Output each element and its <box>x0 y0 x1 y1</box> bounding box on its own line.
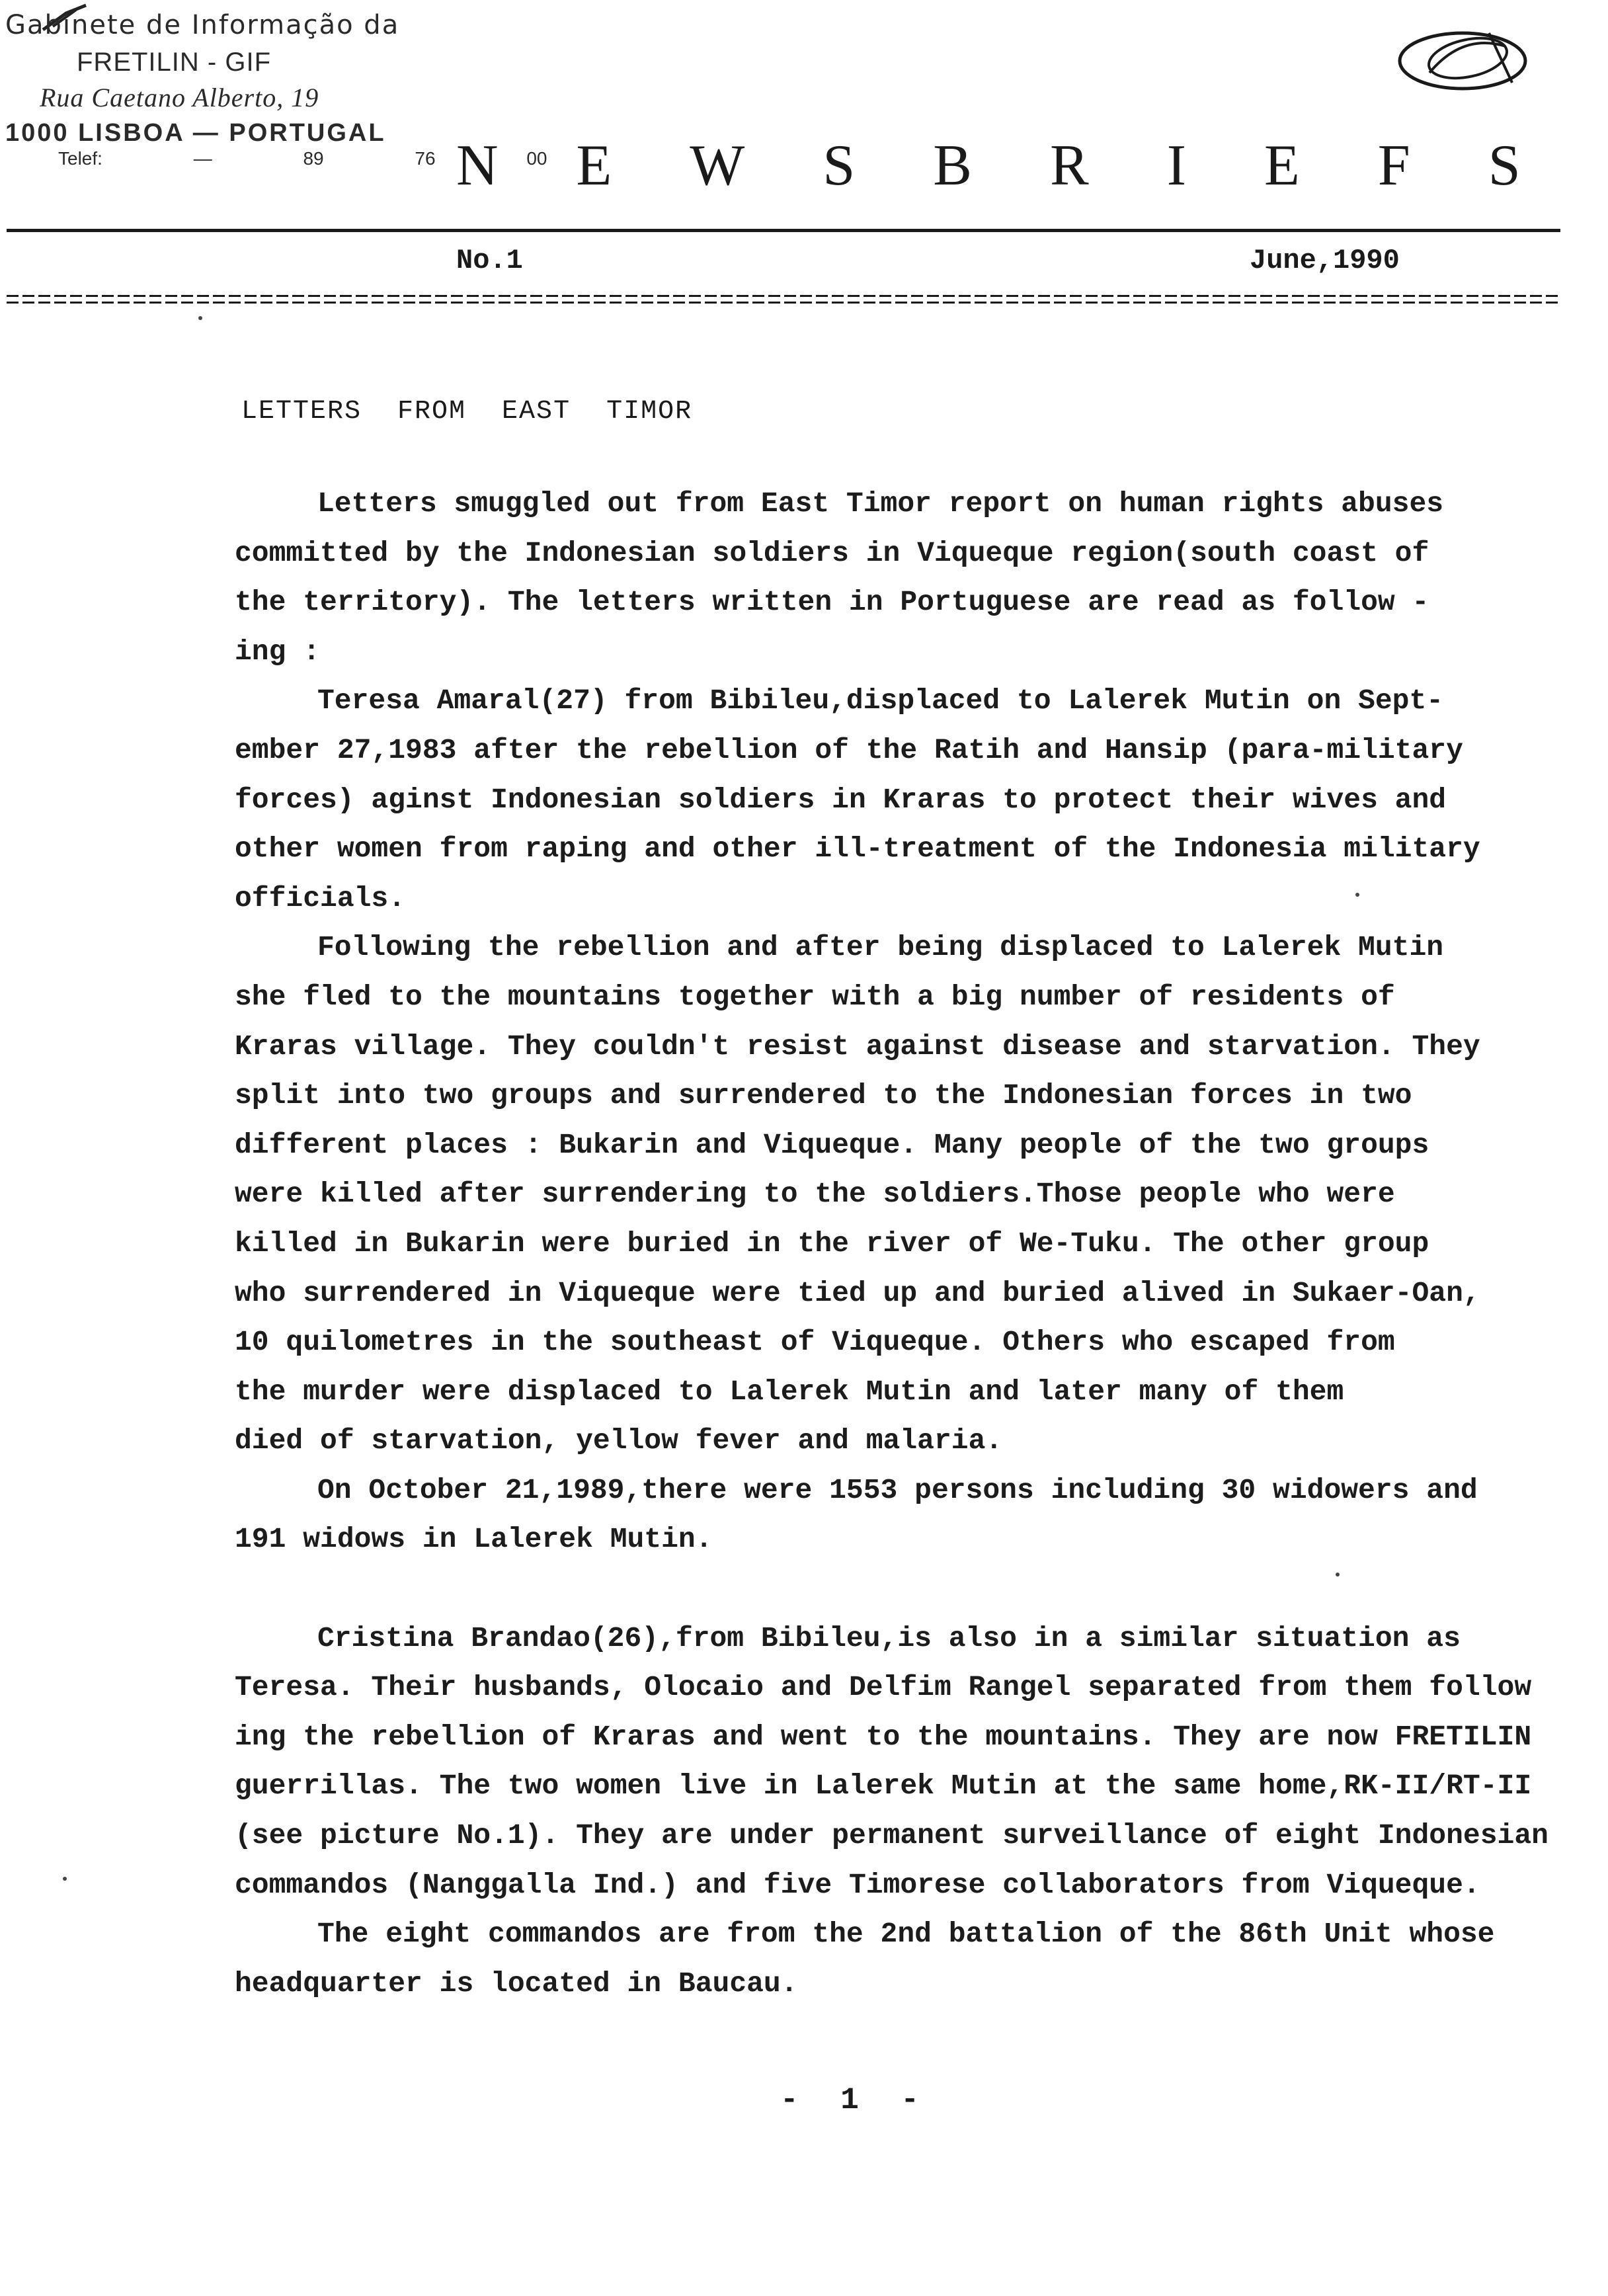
article-line: died of starvation, yellow fever and malaria. <box>235 1424 1003 1457</box>
article-line: guerrillas. The two women live in Lalerek Mutin at the same home,RK-II/RT-II <box>235 1770 1532 1803</box>
header-divider <box>7 229 1560 232</box>
signature-scribble-icon <box>1390 20 1535 106</box>
article-line: split into two groups and surrendered to the Indonesian forces in two <box>235 1079 1412 1112</box>
article-line: the murder were displaced to Lalerek Mutin and later many of them <box>235 1375 1344 1408</box>
article-line: forces) aginst Indonesian soldiers in Kraras to protect their wives and <box>235 783 1447 816</box>
article-body <box>235 479 1548 2008</box>
article-line: killed in Bukarin were buried in the river of We-Tuku. The other group <box>235 1227 1429 1260</box>
paper-speck <box>63 1877 67 1881</box>
article-line: she fled to the mountains together with a big number of residents of <box>235 980 1395 1013</box>
article-line: officials. <box>235 882 406 915</box>
stamp-line-street: Rua Caetano Alberto, 19 <box>40 83 319 112</box>
paper-speck <box>1336 1573 1340 1577</box>
article-heading: LETTERS FROM EAST TIMOR <box>241 397 693 427</box>
article-line: Teresa Amaral(27) from Bibileu,displaced to Lalerek Mutin on Sept- <box>317 684 1444 718</box>
stamp-line-phone: Telef: — 89 76 00 <box>58 148 547 169</box>
article-line: who surrendered in Viqueque were tied up and buried alived in Sukaer-Oan, <box>235 1276 1480 1309</box>
article-line: were killed after surrendering to the soldiers.Those people who were <box>235 1178 1395 1211</box>
paper-speck <box>198 316 202 320</box>
article-line: 10 quilometres in the southeast of Viqueque. Others who escaped from <box>235 1326 1395 1359</box>
stamp-line-city: 1000 LISBOA — PORTUGAL <box>5 119 386 147</box>
article-line: Teresa. Their husbands, Olocaio and Delfim Rangel separated from them follow <box>235 1671 1532 1704</box>
article-line: Letters smuggled out from East Timor report on human rights abuses <box>317 487 1444 520</box>
article-line: ing : <box>235 635 321 668</box>
article-line: The eight commandos are from the 2nd battalion of the 86th Unit whose <box>317 1918 1495 1951</box>
double-dashed-divider <box>7 295 1560 309</box>
article-line: On October 21,1989,there were 1553 persons including 30 widowers and <box>317 1473 1478 1506</box>
stamp-line-organisation: Gabinete de Informação da <box>5 10 400 40</box>
article-line: the territory). The letters written in Portuguese are read as follow - <box>235 586 1429 619</box>
article-line: Cristina Brandao(26),from Bibileu,is also in a similar situation as <box>317 1621 1461 1655</box>
article-line: different places : Bukarin and Viqueque. Many people of the two groups <box>235 1128 1429 1161</box>
article-line: Following the rebellion and after being displaced to Lalerek Mutin <box>317 931 1444 964</box>
newsletter-title: NEWSBRIEFS <box>456 134 1599 198</box>
stamp-line-acronym: FRETILIN - GIF <box>77 48 271 77</box>
article-line: ing the rebellion of Kraras and went to the mountains. They are now FRETILIN <box>235 1720 1532 1753</box>
article-line: commandos (Nanggalla Ind.) and five Timorese collaborators from Viqueque. <box>235 1868 1480 1901</box>
article-line: (see picture No.1). They are under permanent surveillance of eight Indonesian <box>235 1819 1548 1852</box>
address-stamp <box>5 10 547 169</box>
paragraph-gap <box>235 1565 1504 1614</box>
article-line: 191 widows in Lalerek Mutin. <box>235 1523 713 1556</box>
article-line: committed by the Indonesian soldiers in Viqueque region(south coast of <box>235 536 1429 569</box>
article-line: Kraras village. They couldn't resist against disease and starvation. They <box>235 1030 1480 1063</box>
issue-date: June,1990 <box>1250 245 1400 276</box>
paper-speck <box>1355 893 1359 897</box>
article-line: other women from raping and other ill-treatment of the Indonesia military <box>235 833 1480 866</box>
issue-number: No.1 <box>456 245 523 276</box>
page-number: - 1 - <box>780 2083 932 2117</box>
article-line: headquarter is located in Baucau. <box>235 1967 798 2000</box>
article-line: ember 27,1983 after the rebellion of the Ratih and Hansip (para-military <box>235 733 1463 766</box>
